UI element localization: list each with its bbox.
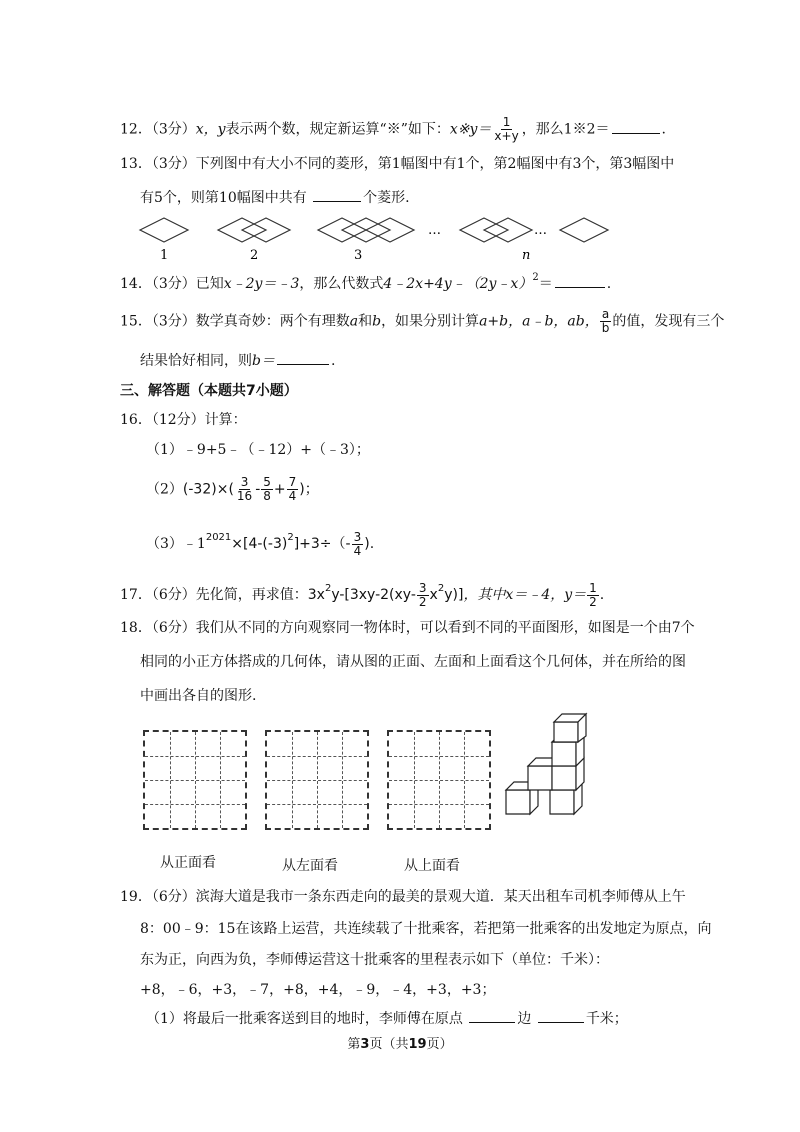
q18-line2: 相同的小正方体搭成的几何体，请从图的正面、左面和上面看这个几何体，并在所给的图: [140, 654, 686, 670]
q12-number: 12．（3分）: [120, 121, 196, 138]
fig-label-1: 1: [160, 248, 169, 263]
q12-expr: x※y＝: [449, 121, 492, 138]
front-view-grid[interactable]: [143, 730, 247, 830]
q15-answer-blank[interactable]: [277, 350, 329, 365]
q12-line: 12．（3分）x，y表示两个数，规定新运算“※”如下：x※y＝ $\frac{1}{x+y}$ ，那么1※2＝ .: [120, 115, 666, 143]
q17-expression: $3x^2y-[3xy-2(xy-$ $\frac{3}{2}$ $x^2y$)]: [307, 580, 464, 609]
fig-label-n: n: [522, 248, 531, 263]
q18-line3: 中画出各自的图形.: [140, 688, 257, 704]
q19-part1: （1）将最后一批乘客送到目的地时，李师傅在原点 边 千米；: [146, 1008, 628, 1029]
q19-line1: 19．（6分）滨海大道是我市一条东西走向的最美的景观大道．某天出租车司机李师傅从上午: [120, 889, 686, 905]
q19-line2: 8：00﹣9：15在该路上运营，共连续载了十批乘客，若把第一批乘客的出发地定为原点，向: [140, 921, 712, 937]
caption-front-view: 从正面看: [160, 855, 216, 871]
q14-condition: x﹣2y＝﹣3: [223, 276, 300, 292]
q15-line1: 15．（3分）数学真奇妙：两个有理数a和b，如果分别计算a+b，a﹣b，ab， $\frac{a}{b}$ 的值，发现有三个: [120, 307, 725, 335]
q14-line: 14．（3分）已知x﹣2y＝﹣3，那么代数式4﹣2x+4y﹣（2y﹣x）$^2$＝ .: [120, 272, 612, 292]
rhombus-fig1: [140, 218, 188, 242]
left-view-grid[interactable]: [265, 730, 369, 830]
section-heading: 三、解答题（本题共7小题）: [120, 383, 298, 399]
q16-head: 16．（12分）计算：: [120, 412, 247, 428]
fig-label-3: 3: [354, 248, 363, 263]
rhombus-figure: [138, 214, 618, 264]
fig-label-2: 2: [250, 248, 259, 263]
q12-vars: x，y: [195, 121, 226, 138]
q15-line2: 结果恰好相同，则b＝ .: [140, 350, 335, 371]
q12-fraction: $\frac{1}{x+y}$: [494, 115, 519, 143]
q13-answer-blank[interactable]: [313, 187, 361, 202]
q16-part1: （1）﹣9+5﹣（﹣12）+（﹣3）；: [146, 442, 370, 458]
q15-fraction: $\frac{a}{b}$: [601, 307, 610, 335]
q15-operations: a+b，a﹣b，ab，: [479, 313, 599, 330]
q14-expression: 4﹣2x+4y﹣（2y﹣x）: [383, 276, 533, 292]
ellipsis-1: …: [428, 223, 441, 238]
page-footer: 第3页（共19页）: [347, 1037, 453, 1052]
q19-distance-blank[interactable]: [538, 1008, 584, 1023]
q17-line: 17．（6分）先化简，再求值：$3x^2y-[3xy-2(xy-$ $\frac{3}{2}$ $x^2y$)]，其中x＝﹣4，y＝ $\frac{1}{2}$ .: [120, 580, 605, 609]
page-number: 3: [360, 1037, 370, 1052]
q12-text-end: ，那么1※2＝: [521, 121, 610, 138]
q19-direction-blank[interactable]: [469, 1008, 515, 1023]
top-view-grid[interactable]: [387, 730, 491, 830]
q16-part2: （2）(-32)×( $\frac{3}{16}$ - $\frac{5}{8}$ + $\frac{7}{4}$ )；: [146, 475, 319, 503]
q12-text: 表示两个数，规定新运算“※”如下：: [225, 121, 450, 138]
rhombus-fign-c: [560, 218, 608, 242]
q18-line1: 18．（6分）我们从不同的方向观察同一物体时，可以看到不同的平面图形，如图是一个由7个: [120, 620, 695, 636]
total-pages: 19: [408, 1037, 427, 1052]
q19-line3: 东为正，向西为负，李师傅运营这十批乘客的里程表示如下（单位：千米）：: [140, 952, 609, 968]
q14-answer-blank[interactable]: [555, 273, 605, 288]
q19-data: +8，﹣6，+3，﹣7，+8，+4，﹣9，﹣4，+3，+3；: [140, 982, 496, 998]
q12-answer-blank[interactable]: [612, 119, 660, 134]
caption-top-view: 从上面看: [404, 858, 460, 874]
q13-line2: 有5个，则第10幅图中共有 个菱形.: [140, 187, 410, 208]
ellipsis-2: …: [534, 223, 547, 238]
q13-line1: 13．（3分）下列图中有大小不同的菱形，第1幅图中有1个，第2幅图中有3个，第3幅图中: [120, 156, 675, 172]
cube-solid-figure: [500, 710, 600, 835]
q16-part3: $(3)﹣1^{2021}\times[4-(-3)^2]+3\div(-$ $\frac{3}{4}$ ).: [146, 529, 375, 558]
caption-left-view: 从左面看: [282, 858, 338, 874]
